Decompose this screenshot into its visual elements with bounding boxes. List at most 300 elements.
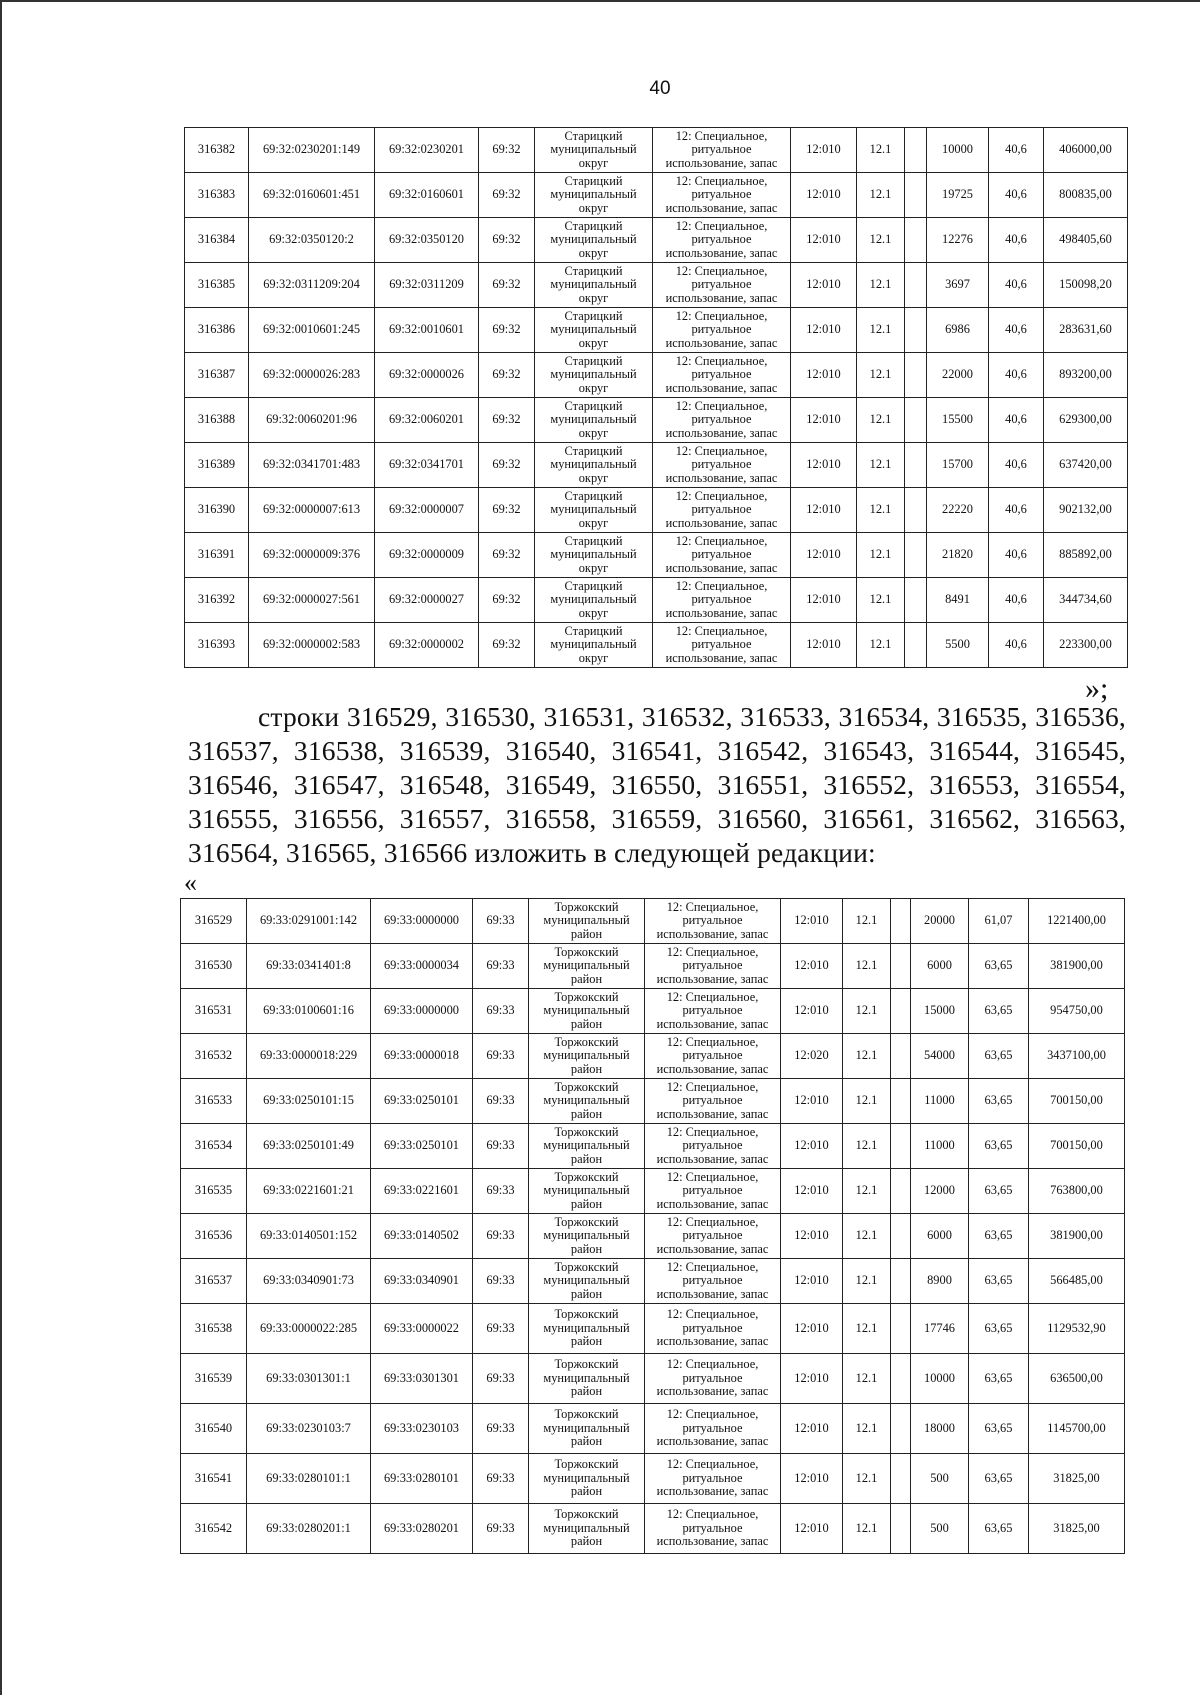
district-code-cell: 69:32 [479, 623, 535, 668]
rate-cell: 40,6 [989, 308, 1044, 353]
rate-cell: 63,65 [969, 1169, 1029, 1214]
use-code-cell: 12:010 [791, 218, 857, 263]
municipality-cell: Торжокский муниципальный район [529, 1504, 645, 1554]
area-cell: 6986 [927, 308, 989, 353]
row-number-cell: 316532 [181, 1034, 247, 1079]
group-cell: 12.1 [843, 1454, 891, 1504]
row-number-cell: 316384 [185, 218, 249, 263]
use-code-cell: 12:010 [781, 944, 843, 989]
area-cell: 17746 [911, 1304, 969, 1354]
land-use-cell: 12: Специальное, ритуальное использование, запас [645, 1454, 781, 1504]
area-cell: 500 [911, 1454, 969, 1504]
cadastral-number-cell: 69:32:0000007:613 [249, 488, 375, 533]
group-cell: 12.1 [857, 128, 905, 173]
group-cell: 12.1 [857, 218, 905, 263]
rate-cell: 63,65 [969, 1354, 1029, 1404]
area-cell: 15000 [911, 989, 969, 1034]
land-use-cell: 12: Специальное, ритуальное использование, запас [645, 1504, 781, 1554]
municipality-cell: Старицкий муниципальный округ [535, 623, 653, 668]
cadastral-value-cell: 885892,00 [1044, 533, 1128, 578]
district-code-cell: 69:33 [473, 1504, 529, 1554]
empty-cell [905, 128, 927, 173]
rate-cell: 40,6 [989, 443, 1044, 488]
use-code-cell: 12:010 [791, 353, 857, 398]
cadastral-block-cell: 69:32:0160601 [375, 173, 479, 218]
cadastral-value-cell: 344734,60 [1044, 578, 1128, 623]
cadastral-value-cell: 1145700,00 [1029, 1404, 1125, 1454]
group-cell: 12.1 [843, 1169, 891, 1214]
table-row [181, 1304, 1125, 1354]
cadastral-block-cell: 69:32:0000026 [375, 353, 479, 398]
area-cell: 18000 [911, 1404, 969, 1454]
group-cell: 12.1 [857, 398, 905, 443]
district-code-cell: 69:32 [479, 353, 535, 398]
district-code-cell: 69:32 [479, 218, 535, 263]
group-cell: 12.1 [857, 263, 905, 308]
use-code-cell: 12:010 [781, 1354, 843, 1404]
district-code-cell: 69:33 [473, 1124, 529, 1169]
rate-cell: 40,6 [989, 263, 1044, 308]
cadastral-block-cell: 69:33:0000018 [371, 1034, 473, 1079]
cadastral-number-cell: 69:33:0250101:15 [247, 1079, 371, 1124]
opening-quote: « [184, 868, 197, 897]
cadastral-value-cell: 283631,60 [1044, 308, 1128, 353]
land-use-cell: 12: Специальное, ритуальное использование, запас [645, 1259, 781, 1304]
municipality-cell: Торжокский муниципальный район [529, 1124, 645, 1169]
table-row [185, 218, 1128, 263]
group-cell: 12.1 [843, 1259, 891, 1304]
amendment-paragraph [188, 700, 1126, 870]
cadastral-block-cell: 69:33:0000034 [371, 944, 473, 989]
empty-cell [905, 623, 927, 668]
use-code-cell: 12:010 [791, 308, 857, 353]
row-number-cell: 316386 [185, 308, 249, 353]
use-code-cell: 12:010 [781, 1454, 843, 1504]
municipality-cell: Старицкий муниципальный округ [535, 398, 653, 443]
cadastral-number-cell: 69:33:0301301:1 [247, 1354, 371, 1404]
cadastral-number-cell: 69:32:0160601:451 [249, 173, 375, 218]
empty-cell [905, 308, 927, 353]
rate-cell: 63,65 [969, 1504, 1029, 1554]
cadastral-value-cell: 800835,00 [1044, 173, 1128, 218]
group-cell: 12.1 [843, 1034, 891, 1079]
cadastral-value-cell: 1129532,90 [1029, 1304, 1125, 1354]
rate-cell: 63,65 [969, 944, 1029, 989]
cadastral-block-cell: 69:32:0000007 [375, 488, 479, 533]
cadastral-value-cell: 498405,60 [1044, 218, 1128, 263]
area-cell: 8491 [927, 578, 989, 623]
cadastral-number-cell: 69:33:0280201:1 [247, 1504, 371, 1554]
table-row [185, 128, 1128, 173]
district-code-cell: 69:32 [479, 308, 535, 353]
use-code-cell: 12:010 [791, 578, 857, 623]
empty-cell [905, 533, 927, 578]
cadastral-number-cell: 69:33:0221601:21 [247, 1169, 371, 1214]
cadastral-block-cell: 69:33:0250101 [371, 1124, 473, 1169]
table-row [181, 1034, 1125, 1079]
area-cell: 20000 [911, 899, 969, 944]
empty-cell [891, 1034, 911, 1079]
page-frame-top [0, 0, 1200, 2]
table-row [185, 353, 1128, 398]
area-cell: 6000 [911, 944, 969, 989]
use-code-cell: 12:010 [791, 623, 857, 668]
cadastral-value-cell: 566485,00 [1029, 1259, 1125, 1304]
table-row [181, 1454, 1125, 1504]
group-cell: 12.1 [857, 488, 905, 533]
rate-cell: 40,6 [989, 398, 1044, 443]
table-row [185, 173, 1128, 218]
rate-cell: 63,65 [969, 1214, 1029, 1259]
cadastral-number-cell: 69:33:0340901:73 [247, 1259, 371, 1304]
district-code-cell: 69:32 [479, 488, 535, 533]
district-code-cell: 69:33 [473, 1259, 529, 1304]
table-row [185, 443, 1128, 488]
cadastral-block-cell: 69:32:0060201 [375, 398, 479, 443]
cadastral-value-cell: 150098,20 [1044, 263, 1128, 308]
land-use-cell: 12: Специальное, ритуальное использование, запас [653, 533, 791, 578]
cadastral-value-cell: 381900,00 [1029, 1214, 1125, 1259]
rate-cell: 40,6 [989, 218, 1044, 263]
cadastral-value-cell: 31825,00 [1029, 1504, 1125, 1554]
group-cell: 12.1 [843, 1354, 891, 1404]
land-use-cell: 12: Специальное, ритуальное использование, запас [645, 989, 781, 1034]
group-cell: 12.1 [857, 443, 905, 488]
cadastral-block-cell: 69:32:0010601 [375, 308, 479, 353]
land-use-cell: 12: Специальное, ритуальное использование, запас [645, 944, 781, 989]
cadastral-block-cell: 69:33:0280101 [371, 1454, 473, 1504]
group-cell: 12.1 [843, 1124, 891, 1169]
district-code-cell: 69:33 [473, 1354, 529, 1404]
cadastral-value-cell: 902132,00 [1044, 488, 1128, 533]
group-cell: 12.1 [857, 578, 905, 623]
group-cell: 12.1 [843, 899, 891, 944]
cadastral-number-cell: 69:33:0341401:8 [247, 944, 371, 989]
cadastral-value-cell: 700150,00 [1029, 1124, 1125, 1169]
empty-cell [891, 1259, 911, 1304]
use-code-cell: 12:010 [781, 1304, 843, 1354]
empty-cell [891, 1354, 911, 1404]
land-use-cell: 12: Специальное, ритуальное использование, запас [653, 308, 791, 353]
land-use-cell: 12: Специальное, ритуальное использование, запас [653, 578, 791, 623]
use-code-cell: 12:010 [791, 128, 857, 173]
table-row [185, 398, 1128, 443]
municipality-cell: Торжокский муниципальный район [529, 1354, 645, 1404]
land-use-cell: 12: Специальное, ритуальное использование, запас [645, 1169, 781, 1214]
cadastral-block-cell: 69:33:0280201 [371, 1504, 473, 1554]
area-cell: 12276 [927, 218, 989, 263]
table-row [181, 1259, 1125, 1304]
district-code-cell: 69:33 [473, 899, 529, 944]
table-row [181, 1404, 1125, 1454]
cadastral-number-cell: 69:32:0000027:561 [249, 578, 375, 623]
rate-cell: 40,6 [989, 353, 1044, 398]
row-number-cell: 316388 [185, 398, 249, 443]
cadastral-number-cell: 69:32:0010601:245 [249, 308, 375, 353]
rate-cell: 63,65 [969, 1079, 1029, 1124]
group-cell: 12.1 [843, 1079, 891, 1124]
rate-cell: 63,65 [969, 989, 1029, 1034]
area-cell: 6000 [911, 1214, 969, 1259]
rate-cell: 63,65 [969, 1304, 1029, 1354]
cadastral-block-cell: 69:33:0000022 [371, 1304, 473, 1354]
cadastral-value-cell: 893200,00 [1044, 353, 1128, 398]
table-row [181, 899, 1125, 944]
rate-cell: 63,65 [969, 1404, 1029, 1454]
municipality-cell: Старицкий муниципальный округ [535, 353, 653, 398]
cadastral-number-cell: 69:33:0000022:285 [247, 1304, 371, 1354]
area-cell: 21820 [927, 533, 989, 578]
cadastral-value-cell: 406000,00 [1044, 128, 1128, 173]
land-use-cell: 12: Специальное, ритуальное использование, запас [645, 1034, 781, 1079]
cadastral-value-cell: 381900,00 [1029, 944, 1125, 989]
use-code-cell: 12:010 [781, 899, 843, 944]
municipality-cell: Старицкий муниципальный округ [535, 308, 653, 353]
cadastral-value-cell: 763800,00 [1029, 1169, 1125, 1214]
row-number-cell: 316533 [181, 1079, 247, 1124]
empty-cell [891, 1124, 911, 1169]
group-cell: 12.1 [843, 1214, 891, 1259]
land-use-cell: 12: Специальное, ритуальное использование, запас [653, 173, 791, 218]
land-use-cell: 12: Специальное, ритуальное использование, запас [645, 1404, 781, 1454]
district-code-cell: 69:33 [473, 989, 529, 1034]
rate-cell: 40,6 [989, 173, 1044, 218]
land-use-cell: 12: Специальное, ритуальное использование, запас [645, 1214, 781, 1259]
table-row [181, 989, 1125, 1034]
closing-quote: »; [1085, 672, 1109, 705]
district-code-cell: 69:33 [473, 1304, 529, 1354]
area-cell: 15700 [927, 443, 989, 488]
empty-cell [905, 353, 927, 398]
rate-cell: 61,07 [969, 899, 1029, 944]
use-code-cell: 12:010 [781, 1079, 843, 1124]
cadastral-number-cell: 69:32:0060201:96 [249, 398, 375, 443]
cadastral-block-cell: 69:32:0350120 [375, 218, 479, 263]
use-code-cell: 12:010 [791, 398, 857, 443]
empty-cell [891, 989, 911, 1034]
group-cell: 12.1 [843, 1504, 891, 1554]
cadastral-number-cell: 69:32:0000009:376 [249, 533, 375, 578]
district-code-cell: 69:32 [479, 263, 535, 308]
cadastral-number-cell: 69:32:0230201:149 [249, 128, 375, 173]
cadastral-block-cell: 69:32:0311209 [375, 263, 479, 308]
cadastral-number-cell: 69:32:0000002:583 [249, 623, 375, 668]
rate-cell: 63,65 [969, 1124, 1029, 1169]
table-row [181, 1214, 1125, 1259]
cadastral-block-cell: 69:33:0340901 [371, 1259, 473, 1304]
area-cell: 10000 [927, 128, 989, 173]
use-code-cell: 12:020 [781, 1034, 843, 1079]
district-code-cell: 69:33 [473, 1034, 529, 1079]
land-use-cell: 12: Специальное, ритуальное использование, запас [653, 128, 791, 173]
area-cell: 3697 [927, 263, 989, 308]
municipality-cell: Торжокский муниципальный район [529, 1169, 645, 1214]
empty-cell [891, 1214, 911, 1259]
cadastral-block-cell: 69:33:0000000 [371, 989, 473, 1034]
empty-cell [891, 1169, 911, 1214]
table-row [181, 1169, 1125, 1214]
area-cell: 11000 [911, 1079, 969, 1124]
rate-cell: 40,6 [989, 623, 1044, 668]
empty-cell [905, 173, 927, 218]
row-number-cell: 316540 [181, 1404, 247, 1454]
use-code-cell: 12:010 [791, 488, 857, 533]
cadastral-block-cell: 69:32:0341701 [375, 443, 479, 488]
row-number-cell: 316387 [185, 353, 249, 398]
land-use-cell: 12: Специальное, ритуальное использование, запас [653, 218, 791, 263]
group-cell: 12.1 [857, 533, 905, 578]
land-use-cell: 12: Специальное, ритуальное использование, запас [653, 353, 791, 398]
row-number-cell: 316383 [185, 173, 249, 218]
table-row [185, 263, 1128, 308]
table-row [181, 1504, 1125, 1554]
table-row [185, 533, 1128, 578]
district-code-cell: 69:32 [479, 128, 535, 173]
municipality-cell: Торжокский муниципальный район [529, 1454, 645, 1504]
municipality-cell: Торжокский муниципальный район [529, 899, 645, 944]
municipality-cell: Старицкий муниципальный округ [535, 578, 653, 623]
area-cell: 54000 [911, 1034, 969, 1079]
land-use-cell: 12: Специальное, ритуальное использование, запас [645, 1079, 781, 1124]
row-number-cell: 316529 [181, 899, 247, 944]
land-table-staritsky [184, 127, 1128, 668]
area-cell: 12000 [911, 1169, 969, 1214]
rate-cell: 63,65 [969, 1259, 1029, 1304]
land-use-cell: 12: Специальное, ритуальное использование, запас [645, 899, 781, 944]
municipality-cell: Старицкий муниципальный округ [535, 173, 653, 218]
cadastral-number-cell: 69:32:0311209:204 [249, 263, 375, 308]
empty-cell [891, 944, 911, 989]
cadastral-block-cell: 69:33:0140502 [371, 1214, 473, 1259]
cadastral-block-cell: 69:32:0000002 [375, 623, 479, 668]
page-frame-left [0, 0, 2, 1695]
district-code-cell: 69:32 [479, 533, 535, 578]
cadastral-value-cell: 954750,00 [1029, 989, 1125, 1034]
table-row [185, 623, 1128, 668]
area-cell: 11000 [911, 1124, 969, 1169]
table-row [185, 578, 1128, 623]
land-use-cell: 12: Специальное, ритуальное использование, запас [653, 263, 791, 308]
municipality-cell: Старицкий муниципальный округ [535, 218, 653, 263]
municipality-cell: Торжокский муниципальный район [529, 944, 645, 989]
cadastral-block-cell: 69:33:0230103 [371, 1404, 473, 1454]
municipality-cell: Торжокский муниципальный район [529, 1214, 645, 1259]
table-row [181, 1079, 1125, 1124]
use-code-cell: 12:010 [781, 1504, 843, 1554]
cadastral-block-cell: 69:33:0000000 [371, 899, 473, 944]
area-cell: 500 [911, 1504, 969, 1554]
municipality-cell: Торжокский муниципальный район [529, 1034, 645, 1079]
cadastral-value-cell: 636500,00 [1029, 1354, 1125, 1404]
use-code-cell: 12:010 [791, 263, 857, 308]
empty-cell [891, 1504, 911, 1554]
district-code-cell: 69:32 [479, 443, 535, 488]
cadastral-block-cell: 69:32:0000009 [375, 533, 479, 578]
cadastral-number-cell: 69:33:0280101:1 [247, 1454, 371, 1504]
row-number-cell: 316530 [181, 944, 247, 989]
cadastral-number-cell: 69:32:0350120:2 [249, 218, 375, 263]
empty-cell [891, 899, 911, 944]
empty-cell [905, 263, 927, 308]
use-code-cell: 12:010 [781, 1124, 843, 1169]
empty-cell [905, 398, 927, 443]
cadastral-block-cell: 69:33:0250101 [371, 1079, 473, 1124]
district-code-cell: 69:32 [479, 398, 535, 443]
empty-cell [891, 1454, 911, 1504]
empty-cell [905, 578, 927, 623]
cadastral-number-cell: 69:33:0230103:7 [247, 1404, 371, 1454]
cadastral-value-cell: 31825,00 [1029, 1454, 1125, 1504]
municipality-cell: Торжокский муниципальный район [529, 989, 645, 1034]
area-cell: 5500 [927, 623, 989, 668]
cadastral-value-cell: 3437100,00 [1029, 1034, 1125, 1079]
group-cell: 12.1 [857, 308, 905, 353]
rate-cell: 40,6 [989, 128, 1044, 173]
cadastral-value-cell: 1221400,00 [1029, 899, 1125, 944]
cadastral-value-cell: 637420,00 [1044, 443, 1128, 488]
district-code-cell: 69:33 [473, 944, 529, 989]
land-use-cell: 12: Специальное, ритуальное использование, запас [653, 398, 791, 443]
group-cell: 12.1 [843, 1304, 891, 1354]
district-code-cell: 69:33 [473, 1214, 529, 1259]
land-use-cell: 12: Специальное, ритуальное использование, запас [653, 623, 791, 668]
empty-cell [905, 218, 927, 263]
area-cell: 22000 [927, 353, 989, 398]
group-cell: 12.1 [843, 944, 891, 989]
row-number-cell: 316390 [185, 488, 249, 533]
row-number-cell: 316391 [185, 533, 249, 578]
row-number-cell: 316539 [181, 1354, 247, 1404]
municipality-cell: Старицкий муниципальный округ [535, 443, 653, 488]
empty-cell [891, 1079, 911, 1124]
area-cell: 22220 [927, 488, 989, 533]
row-number-cell: 316382 [185, 128, 249, 173]
area-cell: 15500 [927, 398, 989, 443]
rate-cell: 63,65 [969, 1454, 1029, 1504]
amendment-text: строки 316529, 316530, 316531, 316532, 316533, 316534, 316535, 316536, 316537, 316538, 316539, 316540, 316541, 316542, 316543, 316544, 316545, 316546, 316547, 316548, 316549, 316550, 316551, 316552, 316553, 316554, 316555, 316556, 316557, 316558, 316559, 316560, 316561, 316562, 316563, 316564, 316565, 316566 изложить в следующей редакции: [188, 701, 1126, 868]
table-row [181, 1354, 1125, 1404]
land-use-cell: 12: Специальное, ритуальное использование, запас [653, 443, 791, 488]
use-code-cell: 12:010 [781, 1259, 843, 1304]
use-code-cell: 12:010 [791, 533, 857, 578]
cadastral-value-cell: 700150,00 [1029, 1079, 1125, 1124]
table-row [181, 944, 1125, 989]
use-code-cell: 12:010 [791, 443, 857, 488]
table-row [185, 488, 1128, 533]
row-number-cell: 316541 [181, 1454, 247, 1504]
group-cell: 12.1 [843, 989, 891, 1034]
municipality-cell: Торжокский муниципальный район [529, 1404, 645, 1454]
row-number-cell: 316393 [185, 623, 249, 668]
district-code-cell: 69:33 [473, 1454, 529, 1504]
cadastral-block-cell: 69:33:0221601 [371, 1169, 473, 1214]
municipality-cell: Торжокский муниципальный район [529, 1079, 645, 1124]
cadastral-number-cell: 69:33:0000018:229 [247, 1034, 371, 1079]
use-code-cell: 12:010 [781, 1214, 843, 1259]
area-cell: 10000 [911, 1354, 969, 1404]
group-cell: 12.1 [857, 353, 905, 398]
cadastral-value-cell: 629300,00 [1044, 398, 1128, 443]
empty-cell [905, 443, 927, 488]
district-code-cell: 69:33 [473, 1404, 529, 1454]
row-number-cell: 316392 [185, 578, 249, 623]
row-number-cell: 316531 [181, 989, 247, 1034]
use-code-cell: 12:010 [791, 173, 857, 218]
cadastral-number-cell: 69:32:0341701:483 [249, 443, 375, 488]
land-use-cell: 12: Специальное, ритуальное использование, запас [645, 1354, 781, 1404]
cadastral-number-cell: 69:33:0291001:142 [247, 899, 371, 944]
row-number-cell: 316389 [185, 443, 249, 488]
